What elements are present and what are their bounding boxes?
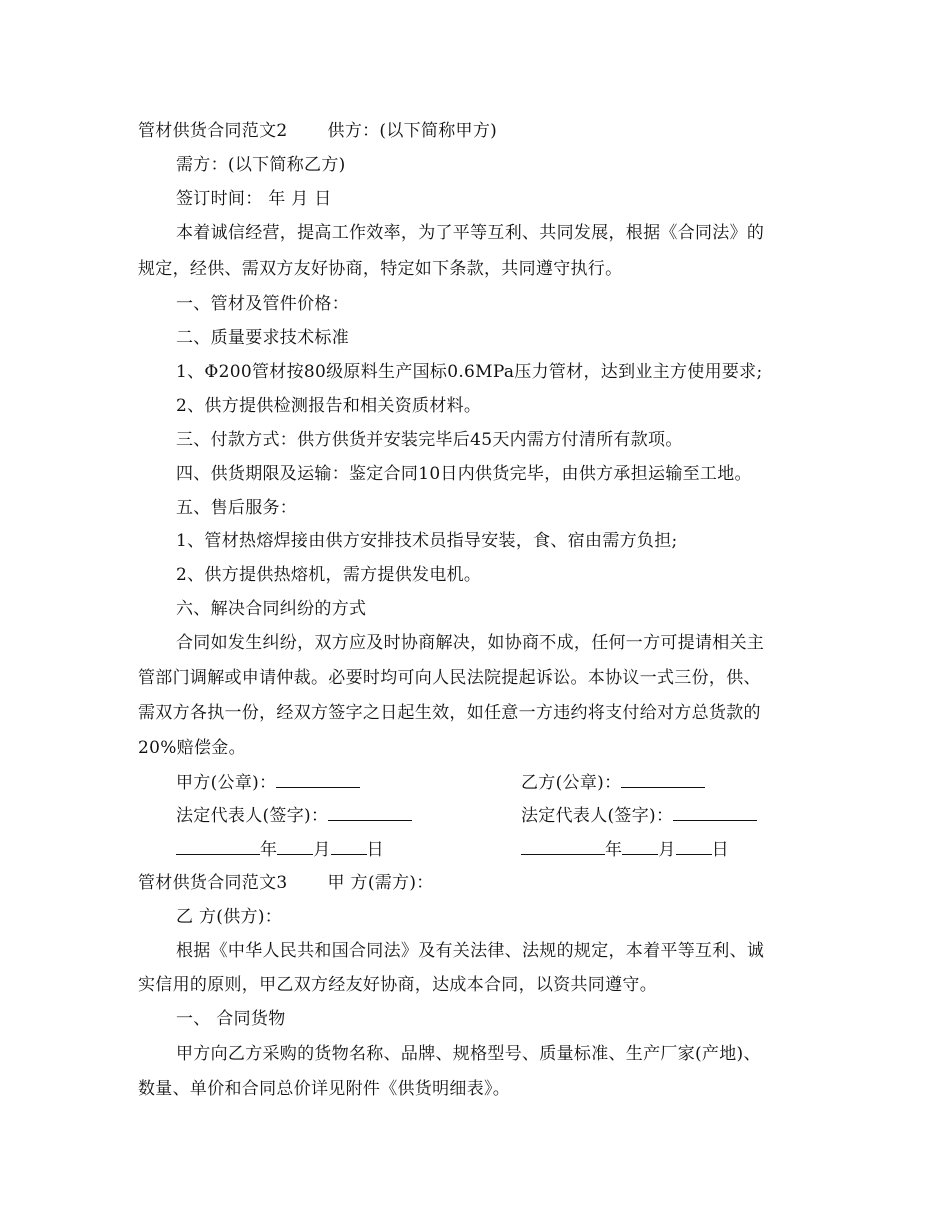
day-label: 日 (711, 840, 729, 860)
day-label: 日 (366, 840, 384, 860)
paragraph-line: 实信用的原则，甲乙双方经友好协商，达成本合同，以资共同遵守。 (138, 975, 657, 995)
paragraph-line: 甲方向乙方采购的货物名称、品牌、规格型号、质量标准、生产厂家(产地)、 (176, 1044, 761, 1064)
buyer-label: 需方：(以下简称乙方) (176, 155, 346, 175)
paragraph-line: 合同如发生纠纷，双方应及时协商解决，如协商不成，任何一方可提请相关主 (176, 633, 765, 653)
party-a-seal-blank (276, 771, 360, 788)
signing-date: 签订时间： 年 月 日 (176, 189, 332, 209)
section-heading: 一、管材及管件价格： (176, 294, 349, 314)
party-a-rep-blank (328, 804, 412, 821)
paragraph-line: 20%赔偿金。 (138, 738, 246, 758)
section-heading: 二、质量要求技术标准 (176, 328, 349, 348)
paragraph-line: 本着诚信经营，提高工作效率，为了平等互利、共同发展，根据《合同法》的 (176, 223, 765, 243)
party-b-supplier-label: 乙 方(供方)： (176, 907, 283, 927)
paragraph-line: 数量、单价和合同总价详见附件《供货明细表》。 (138, 1079, 511, 1099)
party-b-year-blank (521, 838, 605, 855)
contract-2-title: 管材供货合同范文2 (138, 121, 288, 141)
paragraph-line: 管部门调解或申请仲裁。必要时均可向人民法院提起诉讼。本协议一式三份，供、 (138, 668, 761, 688)
party-a-year-blank (176, 838, 260, 855)
supplier-label: 供方：(以下简称甲方) (327, 121, 498, 141)
party-b-month-blank (622, 838, 658, 855)
representative-row (176, 804, 816, 827)
seal-row (176, 771, 816, 794)
section-heading: 一、 合同货物 (176, 1009, 286, 1029)
section-heading: 三、付款方式：供方供货并安装完毕后45天内需方付清所有款项。 (176, 430, 683, 450)
party-a-seal-label: 甲方(公章)： (176, 773, 277, 793)
date-row (176, 838, 816, 861)
month-label: 月 (313, 840, 331, 860)
heading-contract-3 (138, 872, 818, 894)
paragraph-line: 根据《中华人民共和国合同法》及有关法律、法规的规定，本着平等互利、诚 (176, 941, 765, 961)
party-b-seal-label: 乙方(公章)： (521, 773, 622, 793)
year-label: 年 (605, 840, 623, 860)
party-a-rep-label: 法定代表人(签字)： (176, 806, 329, 826)
list-item: 2、供方提供热熔机，需方提供发电机。 (176, 565, 482, 585)
section-heading: 四、供货期限及运输：鉴定合同10日内供货完毕，由供方承担运输至工地。 (176, 464, 752, 484)
party-a-month-blank (277, 838, 313, 855)
list-item: 2、供方提供检测报告和相关资质材料。 (176, 396, 482, 416)
party-b-day-blank (676, 838, 712, 855)
list-item: 1、管材热熔焊接由供方安排技术员指导安装，食、宿由需方负担; (176, 531, 678, 551)
paragraph-line: 需双方各执一份，经双方签字之日起生效，如任意一方违约将支付给对方总货款的 (138, 703, 761, 723)
year-label: 年 (260, 840, 278, 860)
heading-contract-2 (138, 120, 818, 142)
month-label: 月 (658, 840, 676, 860)
list-item: 1、Φ200管材按80级原料生产国标0.6MPa压力管材，达到业主方使用要求; (176, 362, 763, 382)
party-a-buyer-label: 甲 方(需方)： (327, 873, 434, 893)
paragraph-line: 规定，经供、需双方友好协商，特定如下条款，共同遵守执行。 (138, 259, 623, 279)
section-heading: 六、解决合同纠纷的方式 (176, 599, 367, 619)
party-b-rep-blank (673, 804, 757, 821)
section-heading: 五、售后服务： (176, 498, 298, 518)
party-b-rep-label: 法定代表人(签字)： (521, 806, 674, 826)
party-b-seal-blank (621, 771, 705, 788)
contract-3-title: 管材供货合同范文3 (138, 873, 288, 893)
party-a-day-blank (331, 838, 367, 855)
